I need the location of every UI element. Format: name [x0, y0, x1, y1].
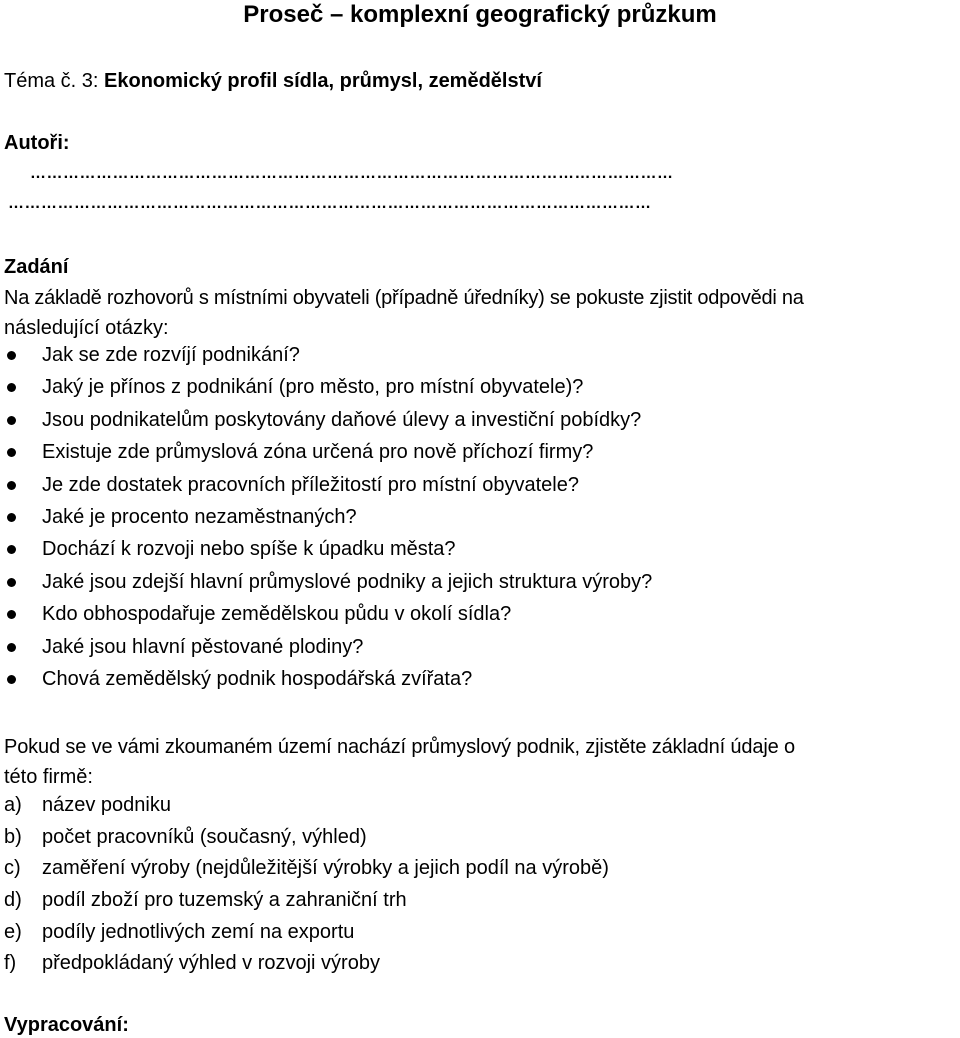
question-text: Jak se zde rozvíjí podnikání? [42, 344, 300, 366]
bullet-icon [7, 610, 16, 619]
item-marker: d) [4, 889, 22, 912]
bullet-icon [7, 448, 16, 457]
item-marker: e) [4, 920, 22, 943]
bullet-icon [7, 643, 16, 652]
work-label: Vypracování: [4, 1014, 129, 1036]
assignment-intro-line-1: Na základě rozhovorů s místními obyvateli (případně úředníky) se pokuste zjistit odpovědi na [4, 287, 804, 309]
authors-label: Autoři: [4, 132, 70, 154]
company-intro-line-1: Pokud se ve vámi zkoumaném území nachází průmyslový podnik, zjistěte základní údaje o [4, 736, 795, 758]
item-text: název podniku [42, 794, 171, 816]
bullet-icon [7, 481, 16, 490]
theme-prefix: Téma č. 3: [4, 70, 105, 92]
question-text: Jaké je procento nezaměstnaných? [42, 505, 357, 528]
bullet-icon [7, 578, 16, 587]
item-marker: a) [4, 794, 22, 816]
authors-line-1: ……………………………………………………………………………………………………… [30, 165, 674, 182]
assignment-heading: Zadání [4, 256, 69, 278]
question-text: Je zde dostatek pracovních příležitostí pro místní obyvatele? [42, 473, 579, 496]
question-text: Jaké jsou zdejší hlavní průmyslové podniky a jejich struktura výroby? [42, 570, 653, 593]
bullet-icon [7, 416, 16, 425]
bullet-icon [7, 545, 16, 554]
question-text: Existuje zde průmyslová zóna určená pro nově příchozí firmy? [42, 441, 594, 464]
item-text: počet pracovníků (současný, výhled) [42, 825, 367, 848]
item-marker: b) [4, 825, 22, 848]
question-text: Chová zemědělský podnik hospodářská zvířata? [42, 667, 473, 690]
authors-line-2: ……………………………………………………………………………………………………… [8, 195, 652, 212]
item-text: podíl zboží pro tuzemský a zahraniční trh [42, 889, 407, 912]
bullet-icon [7, 675, 16, 684]
question-text: Dochází k rozvoji nebo spíše k úpadku města? [42, 538, 456, 561]
item-text: zaměření výroby (nejdůležitější výrobky a jejich podíl na výrobě) [42, 857, 609, 880]
item-text: předpokládaný výhled v rozvoji výroby [42, 952, 380, 975]
page-title: Proseč – komplexní geografický průzkum [243, 1, 717, 28]
item-marker: f) [4, 952, 17, 975]
question-text: Jsou podnikatelům poskytovány daňové úlevy a investiční pobídky? [42, 408, 642, 431]
question-text: Jaký je přínos z podnikání (pro město, pro místní obyvatele)? [42, 376, 584, 399]
question-text: Kdo obhospodařuje zemědělskou půdu v okolí sídla? [42, 603, 512, 626]
bullet-icon [7, 383, 16, 392]
bullet-icon [7, 351, 16, 360]
theme-line [4, 68, 542, 94]
company-intro-line-2: této firmě: [4, 766, 93, 788]
item-marker: c) [4, 857, 21, 880]
assignment-intro-line-2: následující otázky: [4, 317, 169, 339]
bullet-icon [7, 513, 16, 522]
theme-name: Ekonomický profil sídla, průmysl, zemědělství [104, 70, 542, 92]
item-text: podíly jednotlivých zemí na exportu [42, 920, 355, 943]
question-text: Jaké jsou hlavní pěstované plodiny? [42, 635, 364, 658]
